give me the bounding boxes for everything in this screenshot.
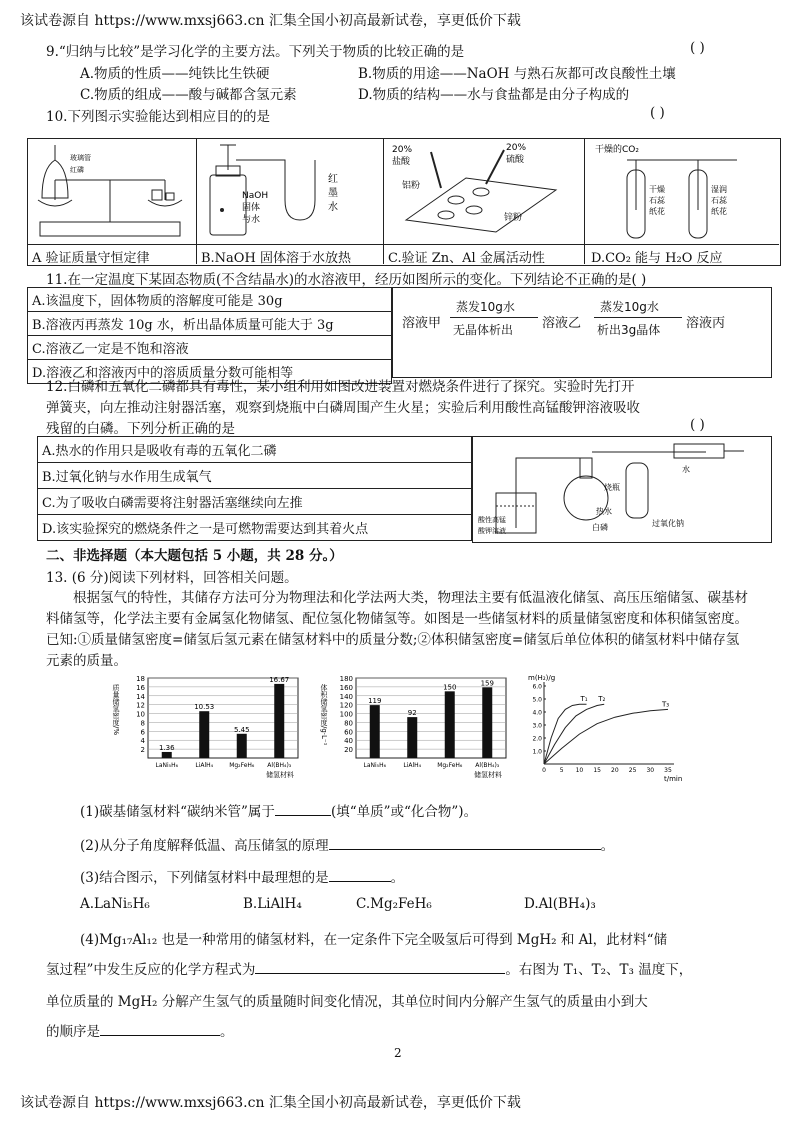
q12-label-kmno4-2: 酸钾溶液 <box>478 527 506 535</box>
chart2-bar <box>445 691 455 758</box>
q11-flow-a2-top: 蒸发10g水 <box>600 300 659 314</box>
chart1-ytick: 12 <box>136 701 145 710</box>
q13-sub4-equation-blank[interactable] <box>255 961 505 974</box>
chart3-xtick: 35 <box>664 767 672 774</box>
chart3-ytick: 1.0 <box>532 748 542 756</box>
chart3-ytick: 5.0 <box>532 696 542 704</box>
page-footer: 该试卷源自 https://www.mxsj663.cn 汇集全国小初高最新试卷，享更低价下载 <box>20 1095 521 1111</box>
q13-sub1-suffix: (填“单质”或“化合物”)。 <box>330 804 478 820</box>
q13-sub2: (2)从分子角度解释低温、高压储氢的原理 。 <box>80 838 615 854</box>
chart1-ytick: 8 <box>140 719 145 728</box>
chart2-data-label: 150 <box>443 683 457 692</box>
chart2-bar <box>370 705 380 758</box>
fig-c-label-5: 铝粉 <box>402 181 421 191</box>
q12-label-white-phosphorus: 白磷 <box>592 523 608 532</box>
fig-b-label-6: 水 <box>328 202 338 213</box>
fig-d-label-7: 石蕊 <box>711 196 727 205</box>
q11-flow-a2-bot: 析出3g晶体 <box>597 323 661 337</box>
fig-c-label-6: 锌粉 <box>504 213 523 223</box>
q13-stem: 13. (6 分)阅读下列材料，回答相关问题。 <box>46 570 298 586</box>
q13-sub1-text: (1)碳基储氢材料“碳纳米管”属于 <box>80 804 275 820</box>
q13-sub3-option-a: A.LaNi₅H₆ <box>80 896 150 912</box>
chart2-ylabel: 体积储氢密度/g·L⁻¹ <box>320 684 328 746</box>
chart3-xtick: 15 <box>593 767 601 774</box>
fig-c-label-2: 盐酸 <box>392 157 411 167</box>
q12-figure-apparatus <box>476 438 766 538</box>
q11-options-table <box>27 287 392 384</box>
chart-volume-density <box>318 670 518 788</box>
chart3-ytick: 2.0 <box>532 735 542 743</box>
chart3-series-line <box>544 709 668 764</box>
fig-d-label-8: 纸花 <box>711 207 727 216</box>
q9-stem: 9.“归纳与比较”是学习化学的主要方法。下列关于物质的比较正确的是 <box>46 44 465 60</box>
chart2-ytick: 100 <box>339 710 353 719</box>
q10-paren: ( ) <box>650 105 665 121</box>
chart1-ytick: 16 <box>136 683 145 692</box>
chart1-ylabel: 质量储氢密度/% <box>112 684 120 736</box>
q12-paren: ( ) <box>690 417 705 433</box>
chart1-category-label: Al(BH₄)₃ <box>267 762 292 769</box>
chart1-ytick: 18 <box>136 675 145 683</box>
q13-sub2-text: (2)从分子角度解释低温、高压储氢的原理 <box>80 838 329 854</box>
chart3-xtick: 0 <box>542 767 546 774</box>
chart3-xtick: 5 <box>559 767 564 774</box>
q12-option-b: B.过氧化钠与水作用生成氧气 <box>38 463 472 489</box>
chart1-data-label: 10.53 <box>194 703 215 712</box>
chart-mgh2-decomposition <box>520 672 690 788</box>
q13-sub3-text: (3)结合图示，下列储氢材料中最理想的是 <box>80 870 329 886</box>
q13-sub4-line4: 的顺序是 。 <box>46 1024 234 1040</box>
chart1-category-label: LiAlH₄ <box>195 762 214 769</box>
chart1-bar <box>199 711 209 758</box>
q10-fig-a-balance <box>30 140 194 242</box>
fig-d-label-2: 干 <box>649 185 657 194</box>
fig-d-label-6: 湿润 <box>711 185 727 194</box>
chart2-data-label: 119 <box>368 697 382 706</box>
fig-d-label-1: 干燥的CO₂ <box>595 145 639 155</box>
q11-flow-s2: 溶液乙 <box>542 316 582 331</box>
page-header: 该试卷源自 https://www.mxsj663.cn 汇集全国小初高最新试卷，享更低价下载 <box>20 13 521 29</box>
chart1-data-label: 1.36 <box>158 743 175 752</box>
chart2-ytick: 20 <box>344 746 353 755</box>
chart1-ytick: 14 <box>136 692 145 701</box>
chart1-data-label: 5.45 <box>233 725 250 734</box>
fig-b-label-4: 红 <box>328 174 338 185</box>
q10-fig-b-apparatus <box>200 140 380 242</box>
chart3-series-label: T₂ <box>598 695 606 704</box>
q13-sub3-option-b: B.LiAlH₄ <box>243 896 302 912</box>
chart2-ytick: 40 <box>344 737 353 746</box>
chart3-ytick: 6.0 <box>532 683 542 691</box>
chart1-ytick: 6 <box>140 728 145 737</box>
q13-sub4-order-blank[interactable] <box>100 1023 220 1036</box>
chart2-ytick: 80 <box>344 719 353 728</box>
chart1-xlabel: 储氢材料 <box>266 771 294 779</box>
q9-paren: ( ) <box>690 40 705 56</box>
q12-stem-1: 12.白磷和五氧化二磷都具有毒性，某小组利用如图改进装置对燃烧条件进行了探究。实验时先打开 <box>46 379 635 395</box>
chart1-bar <box>274 684 284 758</box>
q11-flow-s1: 溶液甲 <box>402 316 442 331</box>
fig-c-label-3: 20% <box>506 143 527 153</box>
chart1-ytick: 4 <box>140 737 145 746</box>
chart2-ytick: 120 <box>339 701 353 710</box>
chart2-ytick: 180 <box>339 675 353 683</box>
q11-stem: 11.在一定温度下某固态物质(不含结晶水)的水溶液甲，经历如图所示的变化。下列结论不正确的是( ) <box>46 272 647 288</box>
q13-sub4-line4-text: 的顺序是 <box>46 1024 100 1040</box>
q9-option-a: A.物质的性质——纯铁比生铁硬 <box>80 66 270 82</box>
q10-fig-c-plate <box>386 140 582 242</box>
chart3-xtick: 25 <box>628 767 637 774</box>
chart-mass-density <box>110 670 310 788</box>
q13-sub1-blank[interactable] <box>275 803 331 816</box>
q9-option-d: D.物质的结构——水与食盐都是由分子构成的 <box>358 87 630 103</box>
chart3-ytick: 3.0 <box>532 722 542 730</box>
chart3-xtick: 30 <box>646 767 655 774</box>
q13-sub3-blank[interactable] <box>329 869 391 882</box>
q13-material: 根据氢气的特性，其储存方法可分为物理法和化学法两大类，物理法主要有低温液化储氢、高压压缩储氢、碳基材料储氢等，化学法主要有金属氢化物储氢、配位氢化物储氢等。如图是一些储氢材料的质量储氢密度和体积储氢密度。已知:①质量储氢密度=储氢后氢元素在储氢材料中的质量分数;②体积储氢密度=储氢后单位体积的储氢材料中储存氢元素的质量。 <box>46 590 748 669</box>
q13-sub3-option-d: D.Al(BH₄)₃ <box>524 896 596 912</box>
q13-sub2-blank[interactable] <box>329 837 601 850</box>
q11-flow-a1-top: 蒸发10g水 <box>456 300 515 314</box>
q12-stem-2: 弹簧夹，向左推动注射器活塞，观察到烧瓶中白磷周围产生火星；实验后利用酸性高锰酸钾溶液吸收 <box>46 400 640 416</box>
chart1-data-label: 16.67 <box>269 675 290 684</box>
q11-flow-box <box>392 287 772 378</box>
q13-sub3: (3)结合图示，下列储氢材料中最理想的是 。 <box>80 870 405 886</box>
chart3-series-label: T₃ <box>662 700 670 709</box>
q13-sub3-option-c: C.Mg₂FeH₆ <box>356 896 432 912</box>
chart1-ytick: 2 <box>140 746 145 755</box>
q12-label-water: 水 <box>682 465 690 474</box>
fig-a-label-tube: 玻璃管 <box>70 154 91 162</box>
fig-a-label-phosphorus: 红磷 <box>70 166 84 174</box>
fig-b-label-2: 固体 <box>242 203 261 213</box>
q11-option-a: A.该温度下，固体物质的溶解度可能是 30g <box>28 288 392 312</box>
q13-sub4-line3: 单位质量的 MgH₂ 分解产生氢气的质量随时间变化情况，其单位时间内分解产生氢气的质量由小到大 <box>46 994 648 1010</box>
q12-option-d: D.该实验探究的燃烧条件之一是可燃物需要达到其着火点 <box>38 515 472 541</box>
q12-label-sodium-peroxide: 过氧化钠 <box>652 519 684 528</box>
chart3-series-label: T₁ <box>580 695 588 704</box>
q12-label-hot-water: 热水 <box>596 507 612 516</box>
fig-d-label-5: 纸花 <box>649 207 665 216</box>
q10-caption-b: B.NaOH 固体溶于水放热 <box>201 251 351 266</box>
chart3-xlabel: t/min <box>664 775 683 783</box>
q12-option-c: C.为了吸收白磷需要将注射器活塞继续向左推 <box>38 489 472 515</box>
q12-stem-3: 残留的白磷。下列分析正确的是 <box>46 421 235 437</box>
q12-options-table <box>37 436 472 541</box>
fig-c-label-4: 硫酸 <box>506 155 525 165</box>
chart1-category-label: Mg₂FeH₆ <box>229 762 255 769</box>
q12-option-a: A.热水的作用只是吸收有毒的五氧化二磷 <box>38 437 472 463</box>
chart1-ytick: 10 <box>136 710 145 719</box>
q13-sub4-line2-text: 氢过程”中发生反应的化学方程式为 <box>46 962 256 978</box>
q10-stem: 10.下列图示实验能达到相应目的的是 <box>46 109 270 125</box>
q11-option-d: D.溶液乙和溶液丙中的溶质质量分数可能相等 <box>28 360 392 384</box>
chart2-ytick: 140 <box>339 692 353 701</box>
section-2-title: 二、非选择题（本大题包括 5 小题，共 28 分。） <box>46 548 343 564</box>
q13-sub1 <box>80 800 477 820</box>
q13-sub4-line2 <box>46 958 692 978</box>
fig-b-label-5: 墨 <box>328 188 338 199</box>
q10-caption-a: A 验证质量守恒定律 <box>32 251 150 266</box>
fig-b-label-1: NaOH <box>242 191 269 201</box>
q13-sub4-line1: (4)Mg₁₇Al₁₂ 也是一种常用的储氢材料，在一定条件下完全吸氢后可得到 MgH₂ 和 Al，此材料“储 <box>80 932 668 948</box>
q10-caption-c: C.验证 Zn、Al 金属活动性 <box>388 251 545 266</box>
chart2-bar <box>482 687 492 758</box>
q9-option-b: B.物质的用途——NaOH 与熟石灰都可改良酸性土壤 <box>358 66 676 82</box>
chart3-ytick: 4.0 <box>532 709 542 717</box>
q12-label-flask: 烧瓶 <box>604 483 620 492</box>
q11-flow-s3: 溶液丙 <box>686 316 726 331</box>
fig-d-label-3: 燥 <box>657 185 665 194</box>
chart2-ytick: 160 <box>339 683 353 692</box>
q11-option-c: C.溶液乙一定是不饱和溶液 <box>28 336 392 360</box>
q13-sub4-line2-suffix: 。右图为 T₁、T₂、T₃ 温度下， <box>505 962 693 978</box>
chart2-category-label: Al(BH₄)₃ <box>475 762 500 769</box>
fig-b-label-3: 与水 <box>242 215 261 225</box>
fig-d-label-4: 石蕊 <box>649 196 665 205</box>
chart2-bar <box>407 717 417 758</box>
page-number: 2 <box>394 1046 402 1060</box>
chart3-xtick: 10 <box>575 767 584 774</box>
chart2-category-label: LaNi₅H₆ <box>363 762 386 769</box>
chart1-bar <box>237 734 247 758</box>
q12-label-kmno4-1: 酸性高锰 <box>478 516 506 524</box>
chart1-bar <box>162 752 172 758</box>
chart3-xtick: 20 <box>611 767 619 774</box>
fig-c-label-1: 20% <box>392 145 413 155</box>
chart2-ytick: 60 <box>344 728 353 737</box>
q10-fig-d-tubes <box>587 140 777 242</box>
chart2-data-label: 159 <box>480 679 494 688</box>
chart3-ylabel: m(H₂)/g <box>528 674 556 682</box>
chart2-category-label: Mg₂FeH₆ <box>437 762 463 769</box>
q11-flow-a1-bot: 无晶体析出 <box>453 323 514 337</box>
q10-caption-d: D.CO₂ 能与 H₂O 反应 <box>591 251 723 266</box>
chart2-category-label: LiAlH₄ <box>403 762 422 769</box>
q11-option-b: B.溶液丙再蒸发 10g 水，析出晶体质量可能大于 3g <box>28 312 392 336</box>
chart1-category-label: LaNi₅H₆ <box>155 762 178 769</box>
chart2-data-label: 92 <box>407 709 417 718</box>
q9-option-c: C.物质的组成——酸与碱都含氢元素 <box>80 87 297 103</box>
chart2-xlabel: 储氢材料 <box>474 771 502 779</box>
